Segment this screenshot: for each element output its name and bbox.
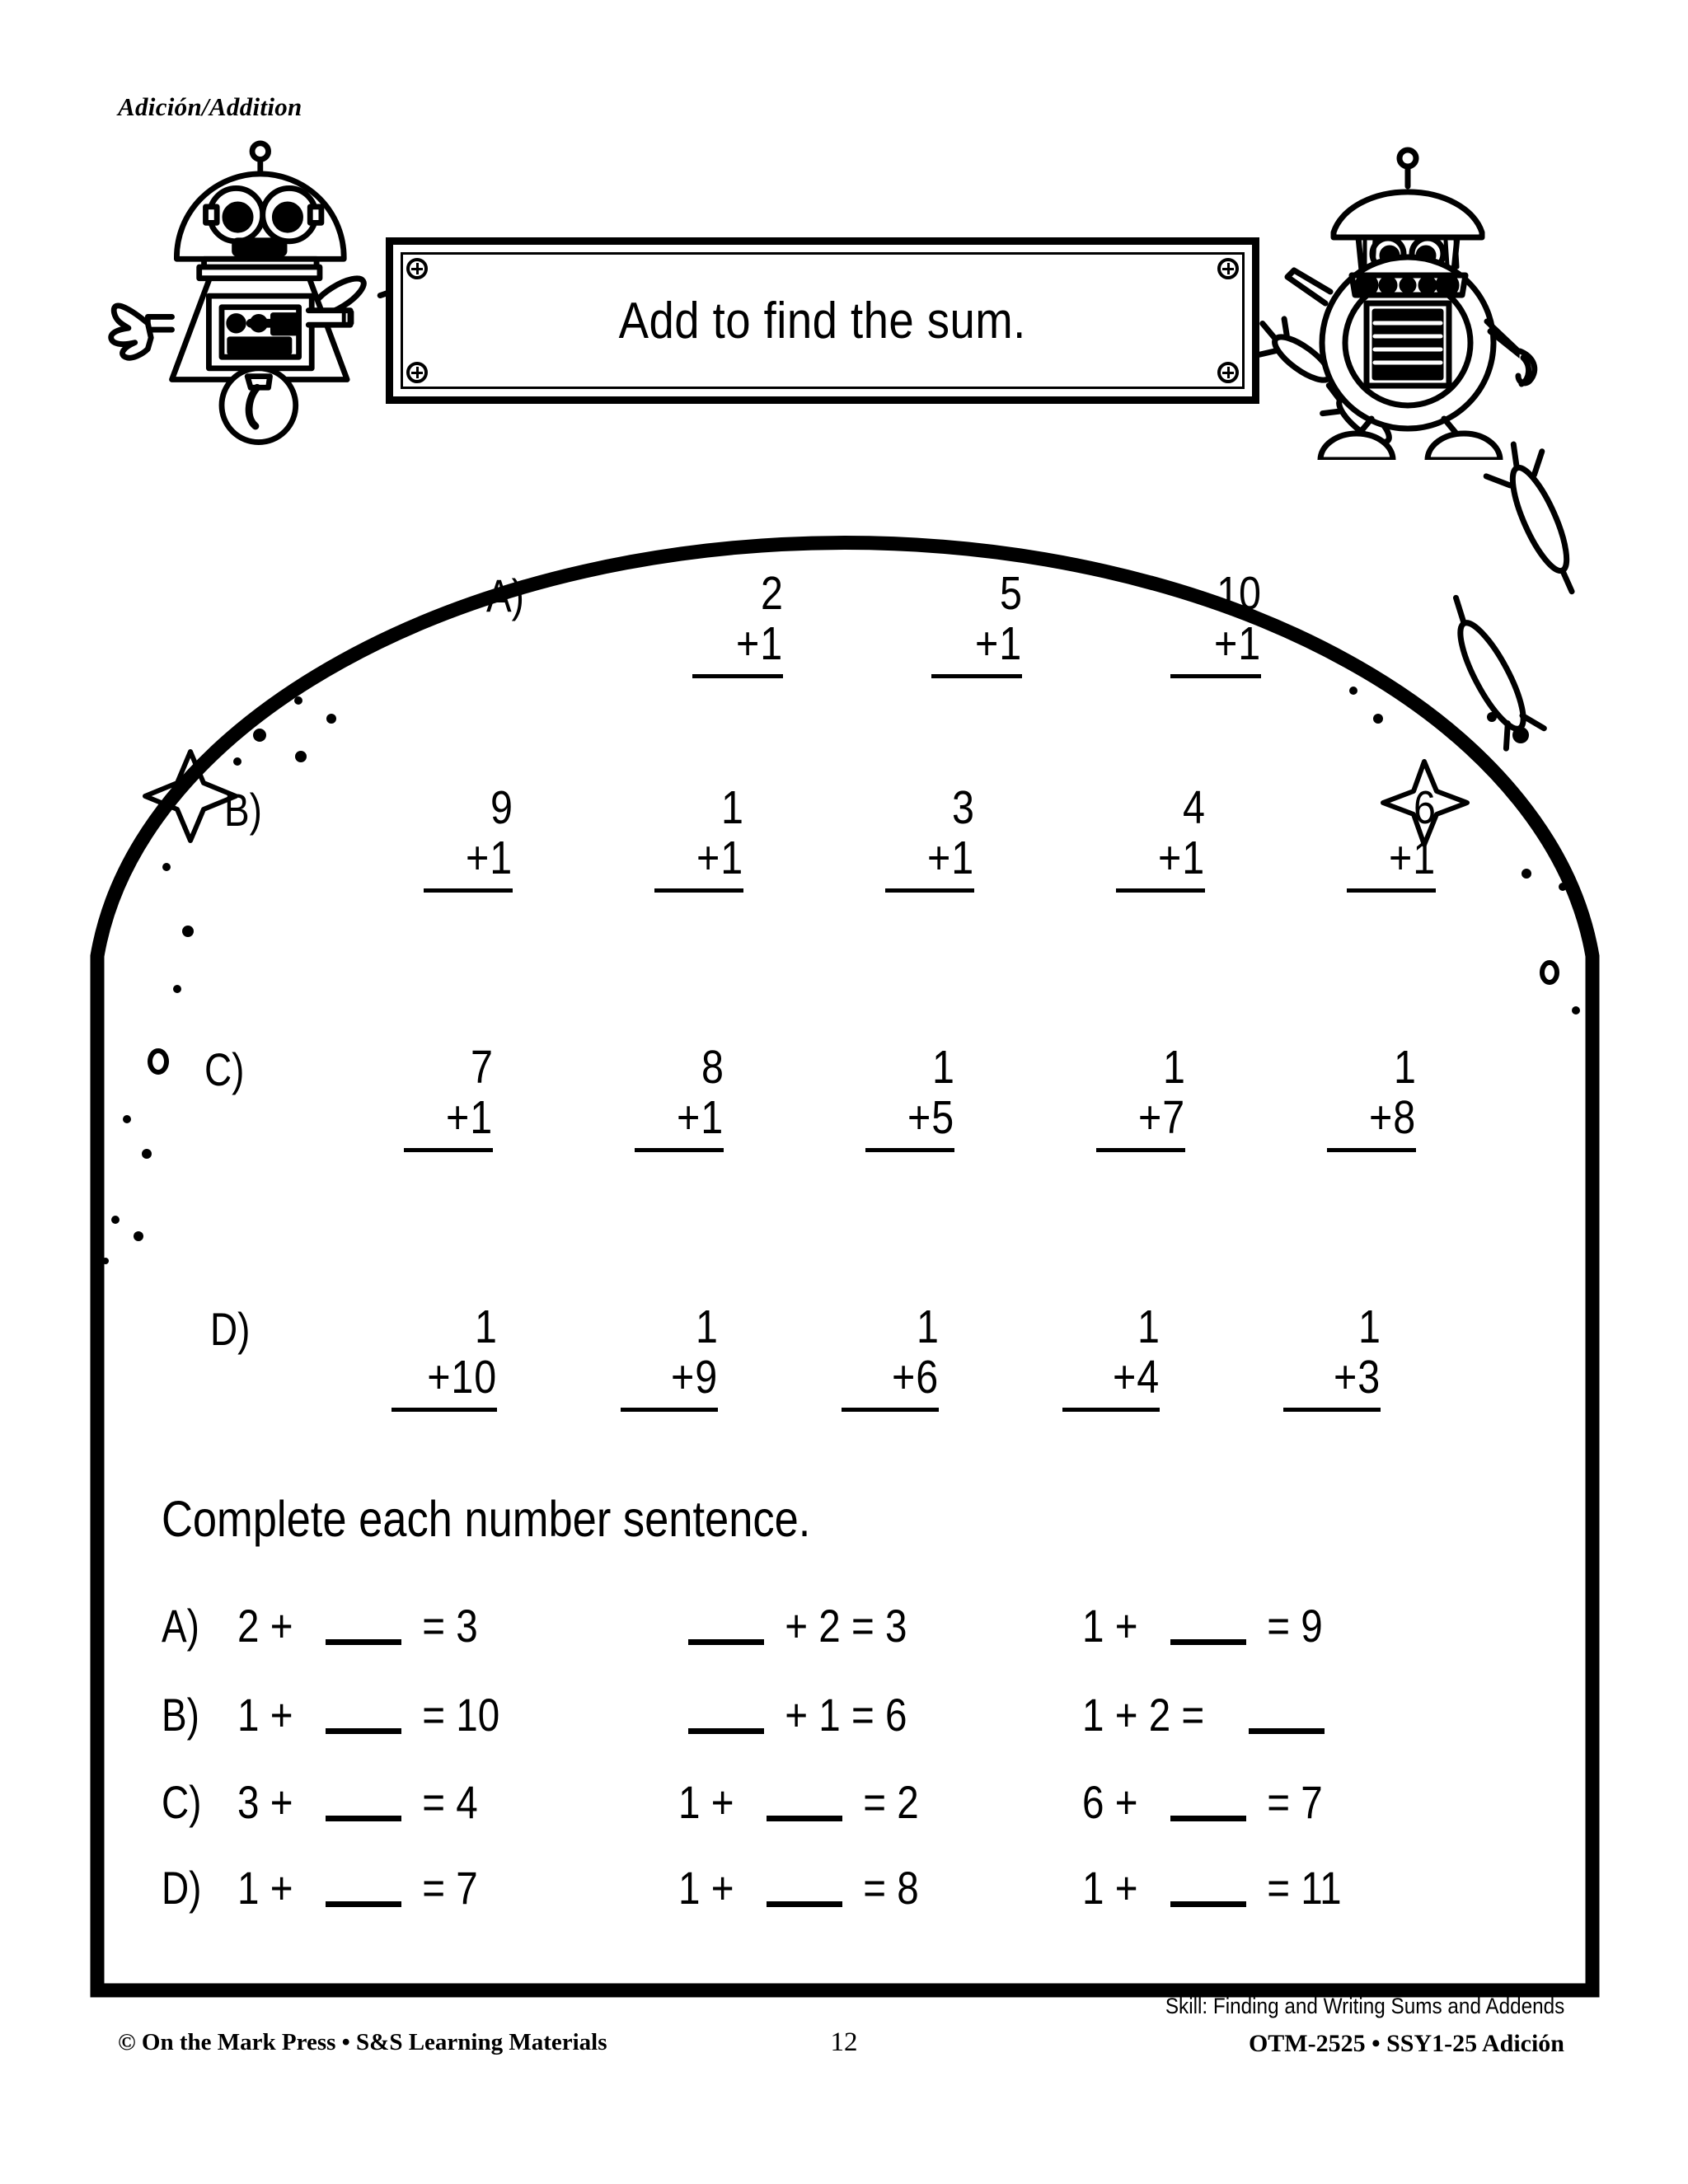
sentence-after: = 3 [410,1600,478,1652]
answer-rule [1062,1408,1160,1412]
sentence-row-c [162,1775,1334,1829]
skill-text: Skill: Finding and Writing Sums and Addends [1165,1994,1564,2018]
problem [1062,1302,1160,1412]
number-sentence [1082,1599,1334,1652]
answer-rule [865,1148,954,1152]
number-sentence [678,1688,1082,1741]
problem [635,1043,724,1152]
number-sentence [678,1599,1082,1652]
instruction-text: Add to find the sum. [618,292,1027,349]
addend-bottom: +1 [927,831,974,884]
addend-top: 2 [761,567,783,620]
answer-rule [931,674,1022,678]
addend-bottom: +5 [907,1090,954,1144]
sentence-before: 1 + [678,1776,745,1828]
answer-rule [1347,888,1436,893]
answer-rule [392,1408,497,1412]
sentence-row-label-b: B) [162,1689,199,1741]
answer-rule [692,674,783,678]
addend-bottom: +1 [466,831,513,884]
problem [404,1043,493,1152]
addend-top: 3 [952,781,974,834]
number-sentence [678,1861,1082,1915]
answer-rule [1283,1408,1381,1412]
sentence-after: = 2 [851,1776,919,1828]
addend-bottom: +1 [1214,616,1261,670]
number-sentence [1082,1775,1334,1829]
addend-bottom: +1 [1158,831,1205,884]
number-sentence [1082,1688,1334,1741]
answer-blank[interactable] [767,1779,842,1821]
addend-top: 1 [1163,1041,1185,1094]
answer-rule [1096,1148,1185,1152]
problem-row-b [224,783,1436,893]
number-sentence [237,1599,678,1652]
row-label-b: B) [224,784,262,836]
product-code: OTM-2525 • SSY1-25 Adición [1248,2030,1564,2057]
answer-blank[interactable] [326,1779,401,1821]
answer-rule [1170,674,1261,678]
answer-blank[interactable] [688,1603,764,1645]
answer-rule [404,1148,493,1152]
answer-rule [1327,1148,1416,1152]
banner-inner-frame [401,252,1245,389]
answer-rule [1116,888,1205,893]
addend-bottom: +1 [696,831,743,884]
addend-top: 8 [701,1041,724,1094]
addend-bottom: +1 [677,1090,724,1144]
problem [865,1043,954,1152]
answer-rule [654,888,743,893]
screw-bottom-left-icon [406,362,428,383]
problem [842,1302,939,1412]
addend-top: 1 [696,1301,718,1353]
number-sentence [237,1861,678,1915]
answer-blank[interactable] [326,1865,401,1907]
robot-waving-icon [106,138,402,460]
addend-top: 5 [1000,567,1022,620]
addend-bottom: +3 [1334,1350,1381,1404]
sentence-row-label-c: C) [162,1776,202,1828]
sentence-after: = 11 [1255,1862,1342,1914]
number-sentence [678,1775,1082,1829]
problem [1116,783,1205,893]
addend-bottom: +7 [1138,1090,1185,1144]
sentence-before: 2 + [237,1600,304,1652]
sentence-before: 1 + [1082,1862,1149,1914]
answer-blank[interactable] [326,1692,401,1734]
addend-top: 9 [490,781,513,834]
sentence-before: 3 + [237,1776,304,1828]
problem-row-d [210,1302,1381,1412]
addend-top: 1 [1394,1041,1416,1094]
number-sentence [237,1775,678,1829]
sentence-row-label-a: A) [162,1600,199,1652]
subject-label: Adición/Addition [118,92,302,121]
sentence-after: = 10 [410,1689,500,1741]
answer-rule [635,1148,724,1152]
sentence-before: 1 + 2 = [1082,1689,1216,1741]
problem [1170,569,1261,678]
answer-blank[interactable] [1170,1865,1246,1907]
sentence-before: 1 + [678,1862,745,1914]
sentence-after: + 2 = 3 [774,1600,907,1652]
problem [654,783,743,893]
sentence-after: = 8 [851,1862,919,1914]
addend-bottom: +8 [1369,1090,1416,1144]
addend-bottom: +4 [1113,1350,1160,1404]
addend-top: 1 [721,781,743,834]
sentence-after: = 7 [1255,1776,1323,1828]
row-label-d: D) [210,1303,251,1355]
instruction-banner [386,237,1259,404]
problem [1283,1302,1381,1412]
copyright-text: © On the Mark Press • S&S Learning Materials [118,2029,607,2055]
answer-blank[interactable] [326,1603,401,1645]
problem-row-c [204,1043,1416,1152]
number-sentence [237,1688,678,1741]
screw-top-right-icon [1217,258,1239,279]
addend-bottom: +1 [975,616,1022,670]
answer-rule [424,888,513,893]
problem [392,1302,497,1412]
addend-top: 6 [1414,781,1436,834]
problem [424,783,513,893]
screw-top-left-icon [406,258,428,279]
addend-bottom: +6 [892,1350,939,1404]
sentence-row-a [162,1599,1334,1652]
answer-rule [621,1408,718,1412]
problem [1347,783,1436,893]
answer-blank[interactable] [767,1865,842,1907]
addend-top: 1 [932,1041,954,1094]
addend-bottom: +10 [427,1350,497,1404]
number-sentence [1082,1861,1357,1915]
sentence-after: = 4 [410,1776,478,1828]
addend-top: 1 [1137,1301,1160,1353]
screw-bottom-right-icon [1217,362,1239,383]
sentence-before: 1 + [237,1862,304,1914]
sentence-before: 1 + [1082,1600,1149,1652]
problem [885,783,974,893]
sentence-row-d [162,1861,1357,1915]
sentence-after: + 1 = 6 [774,1689,907,1741]
answer-rule [885,888,974,893]
section-title: Complete each number sentence. [162,1491,811,1547]
problem [1327,1043,1416,1152]
sentence-row-b [162,1688,1334,1741]
row-label-a: A) [486,569,524,621]
problem [1096,1043,1185,1152]
robot-round-icon [1282,145,1546,460]
sentence-before: 6 + [1082,1776,1149,1828]
problem-row-a [486,569,1261,678]
problem [931,569,1022,678]
sentence-row-label-d: D) [162,1862,202,1914]
sentence-after: = 9 [1255,1600,1323,1652]
addend-bottom: +1 [736,616,783,670]
addend-top: 10 [1217,567,1261,620]
addend-bottom: +9 [671,1350,718,1404]
answer-rule [842,1408,939,1412]
sentence-before: 1 + [237,1689,304,1741]
row-label-c: C) [204,1043,245,1095]
answer-blank[interactable] [688,1692,764,1734]
addend-bottom: +1 [1389,831,1436,884]
addend-top: 1 [1358,1301,1381,1353]
sentence-after: = 7 [410,1862,478,1914]
problem [621,1302,718,1412]
addend-top: 1 [917,1301,939,1353]
addend-top: 7 [471,1041,493,1094]
page-number: 12 [830,2027,858,2057]
addend-top: 1 [475,1301,497,1353]
problem [692,569,783,678]
answer-blank[interactable] [1249,1692,1325,1734]
answer-blank[interactable] [1170,1603,1246,1645]
answer-blank[interactable] [1170,1779,1246,1821]
addend-bottom: +1 [446,1090,493,1144]
addend-top: 4 [1183,781,1205,834]
